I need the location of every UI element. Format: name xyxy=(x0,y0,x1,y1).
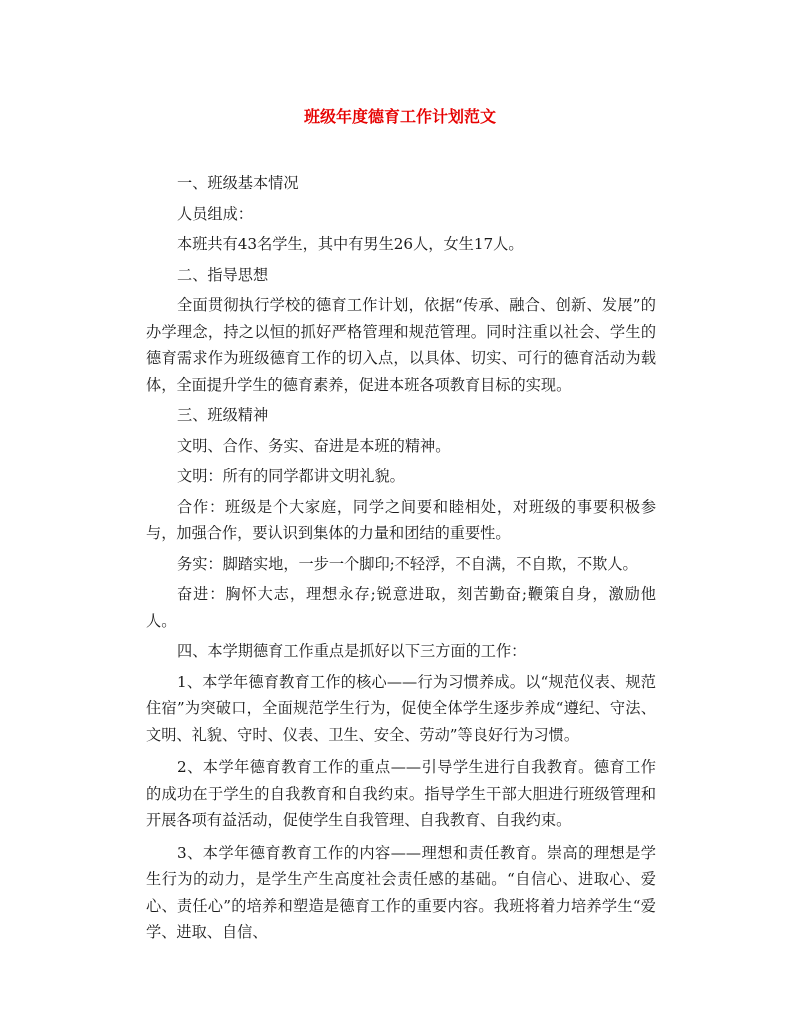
paragraph: 人员组成： xyxy=(177,204,253,223)
paragraph: 全面贯彻执行学校的德育工作计划，依据“传承、融合、创新、发展”的办学理念，持之以恒的抓好严格管理和规范管理。同时注重以社会、学生的德育需求作为班级德育工作的切入点，以具体、切实、可行的德育活动为载体，全面提升学生的德育素养，促进本班各项教育目标的实现。 xyxy=(146,296,656,394)
paragraph: 1、本学年德育教育工作的核心——行为习惯养成。以“规范仪表、规范住宿”为突破口，全面规范学生行为，促使全体学生逐步养成“遵纪、守法、文明、礼貌、守时、仪表、卫生、安全、劳动”等良好行为习惯。 xyxy=(146,672,656,744)
section-heading-4: 四、本学期德育工作重点是抓好以下三方面的工作： xyxy=(177,642,527,660)
paragraph: 本班共有43名学生，其中有男生26人，女生17人。 xyxy=(177,235,524,253)
section-heading-3: 三、班级精神 xyxy=(177,406,269,424)
paragraph: 3、本学年德育教育工作的内容——理想和责任教育。崇高的理想是学生行为的动力，是学生产生高度社会责任感的基础。“自信心、进取心、爱心、责任心”的培养和塑造是德育工作的重要内容。我班将着力培养学生“爱学、进取、自信、 xyxy=(146,843,656,941)
section-heading-1: 一、班级基本情况 xyxy=(177,174,299,192)
paragraph: 合作：班级是个大家庭，同学之间要和睦相处，对班级的事要积极参与，加强合作，要认识到集体的力量和团结的重要性。 xyxy=(146,497,656,542)
paragraph: 2、本学年德育教育工作的重点——引导学生进行自我教育。德育工作的成功在于学生的自我教育和自我约束。指导学生干部大胆进行班级管理和开展各项有益活动，促使学生自我管理、自我教育、自我约束。 xyxy=(146,758,656,829)
paragraph: 务实：脚踏实地，一步一个脚印;不轻浮，不自满，不自欺，不欺人。 xyxy=(177,554,638,573)
paragraph: 奋进：胸怀大志，理想永存;锐意进取，刻苦勤奋;鞭策自身，激励他人。 xyxy=(146,585,656,630)
document-body xyxy=(146,170,656,950)
paragraph: 文明：所有的同学都讲文明礼貌。 xyxy=(177,467,405,485)
section-heading-2: 二、指导思想 xyxy=(177,265,269,284)
paragraph: 文明、合作、务实、奋进是本班的精神。 xyxy=(177,436,451,455)
document-title: 班级年度德育工作计划范文 xyxy=(303,107,496,126)
